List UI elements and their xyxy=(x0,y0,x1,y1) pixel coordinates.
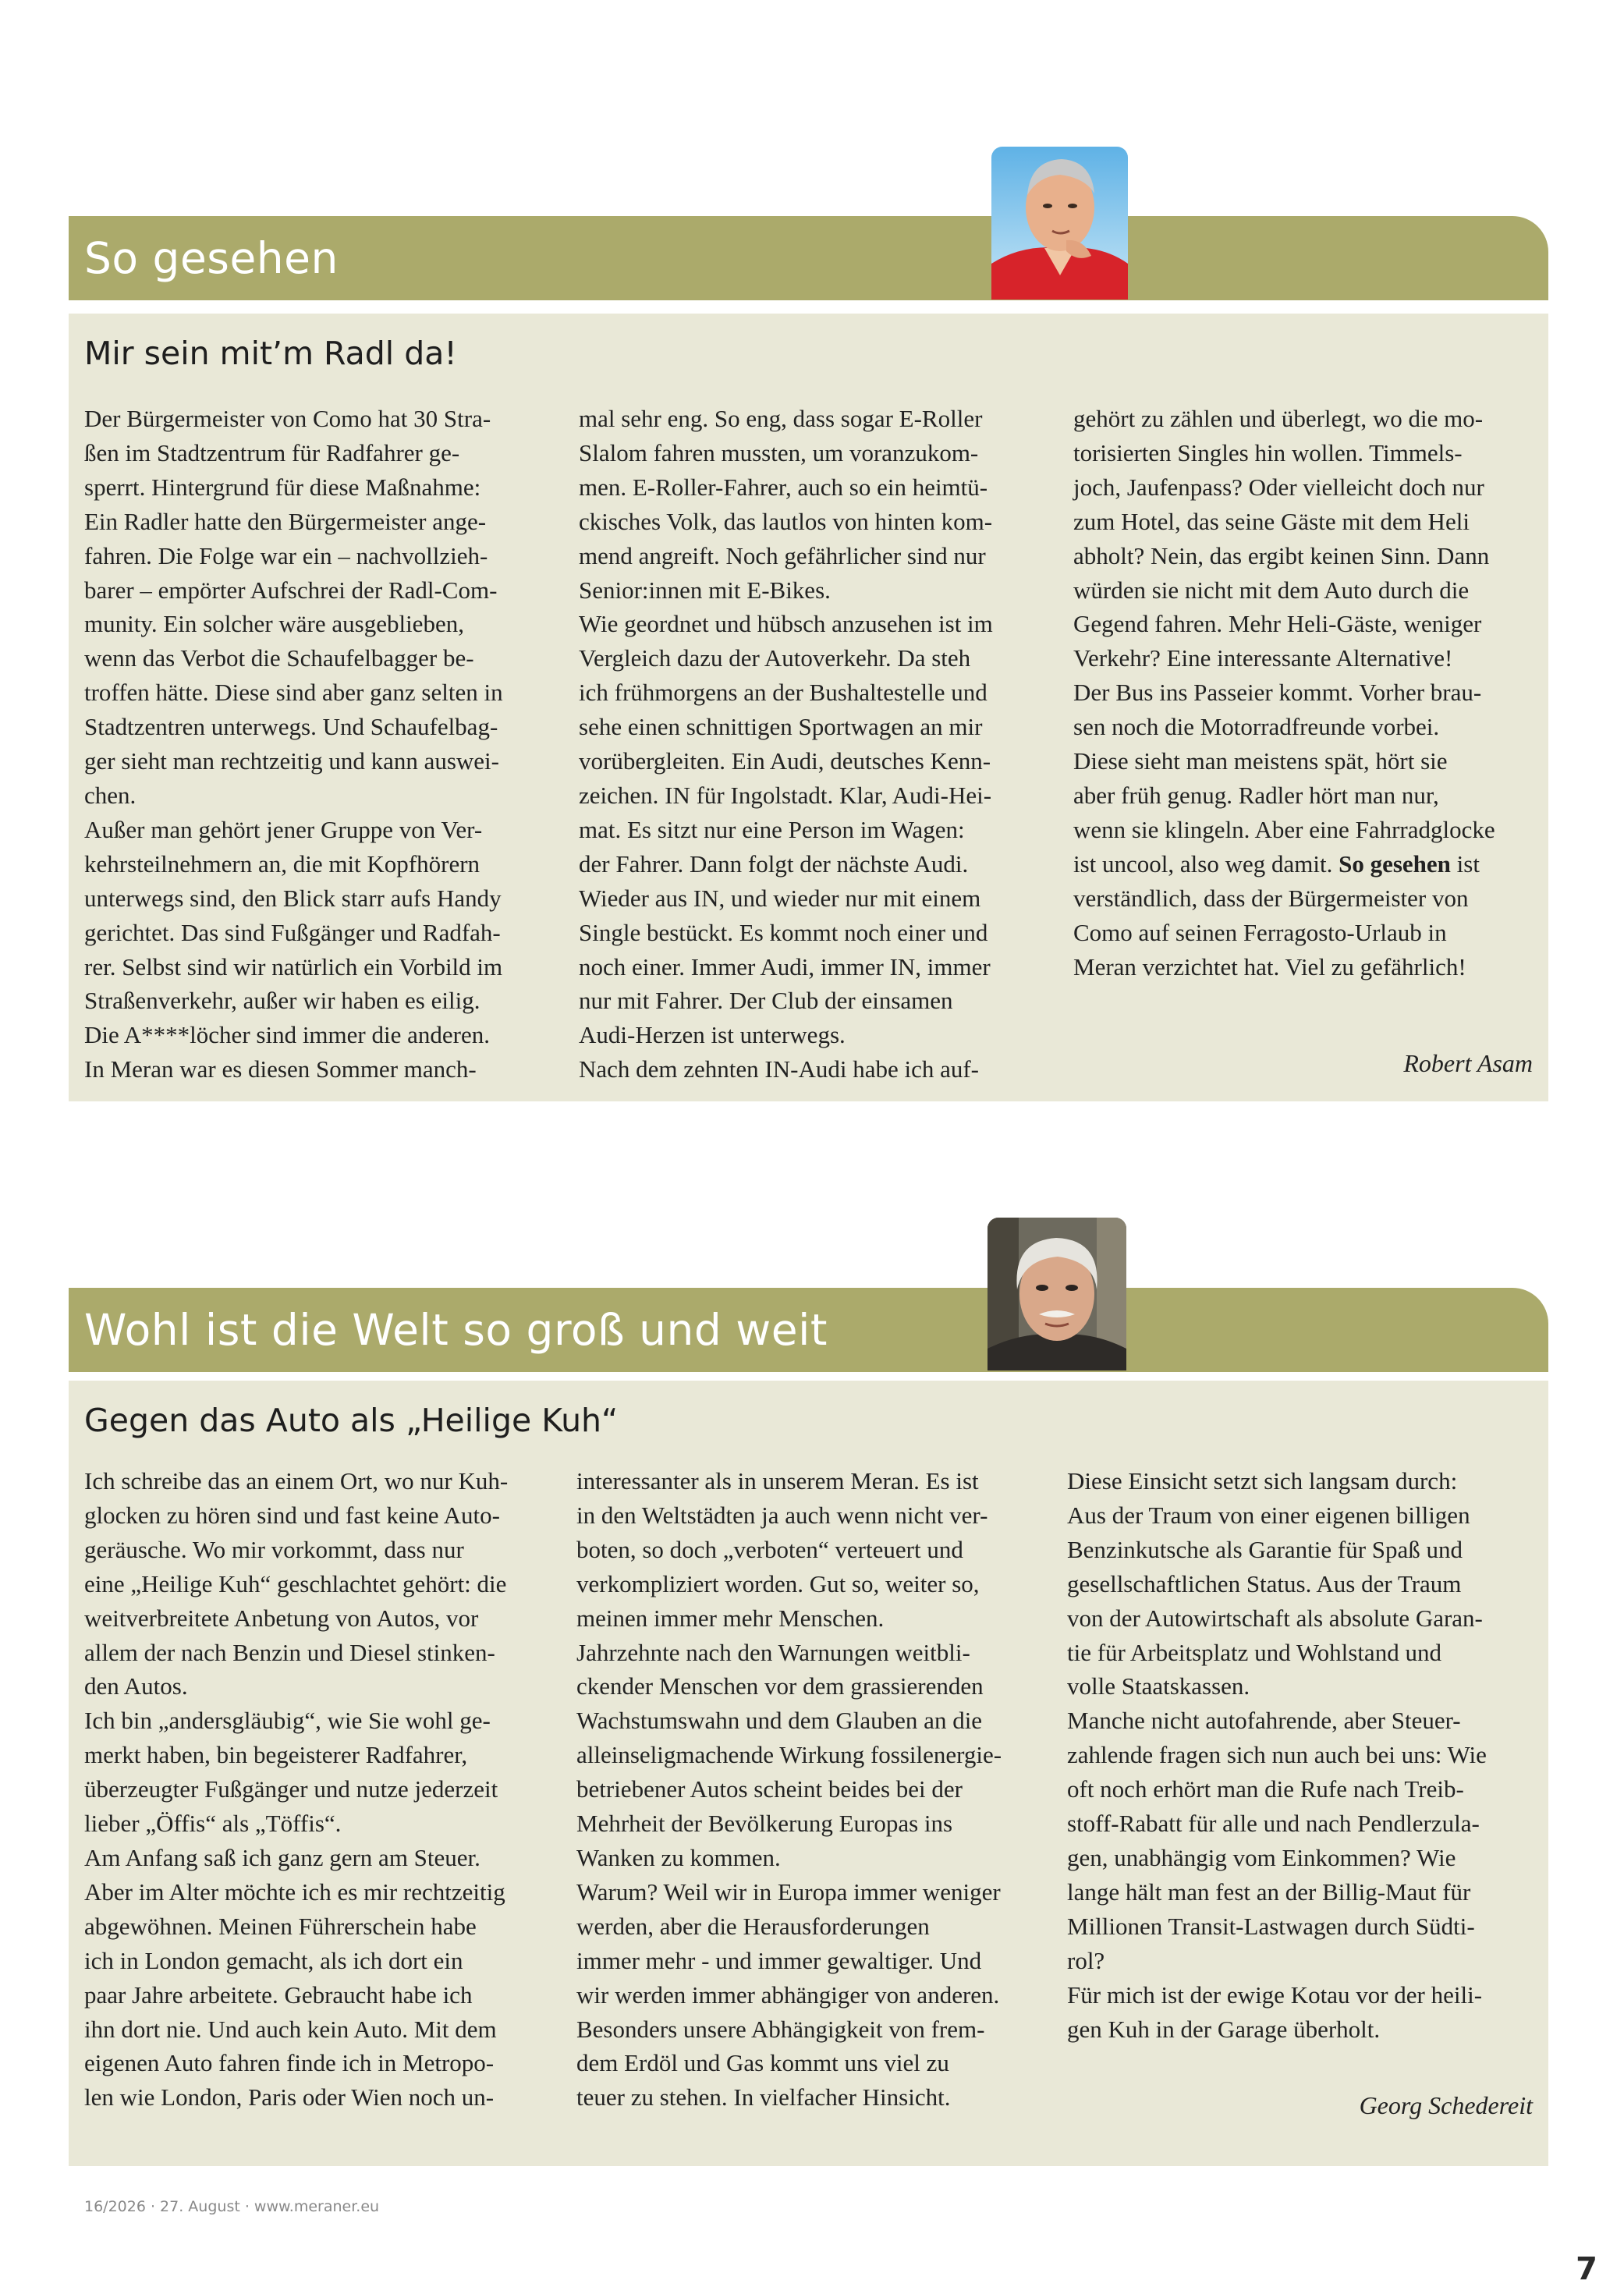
text-line: zeichen. IN für Ingolstadt. Klar, Audi-Hei- xyxy=(579,781,992,809)
text-line: gerichtet. Das sind Fußgänger und Radfah- xyxy=(84,918,501,946)
text-line: wir werden immer abhängiger von anderen. xyxy=(576,1980,1000,2009)
text-line-with-bold xyxy=(1073,847,1541,881)
text-line: wenn sie klingeln. Aber eine Fahrradglocke xyxy=(1073,815,1495,843)
portrait-image xyxy=(991,147,1128,300)
text-line: rer. Selbst sind wir natürlich ein Vorbild im xyxy=(84,952,503,980)
text-line: mal sehr eng. So eng, dass sogar E-Roller xyxy=(579,405,983,432)
text-line: würden sie nicht mit dem Auto durch die xyxy=(1073,576,1470,604)
text-line: stoff-Rabatt für alle und nach Pendlerzula- xyxy=(1067,1810,1480,1838)
text-line: verständlich, dass der Bürgermeister von xyxy=(1073,884,1469,912)
text-line: geräusche. Wo mir vorkommt, dass nur xyxy=(84,1535,464,1563)
article-subtitle: Gegen das Auto als „Heilige Kuh“ xyxy=(84,1402,619,1439)
text-line: von der Autowirtschaft als absolute Garan- xyxy=(1067,1604,1483,1632)
section-title: So gesehen xyxy=(84,233,339,283)
text-line: sehe einen schnittigen Sportwagen an mir xyxy=(579,713,983,741)
text-line: überzeugter Fußgänger und nutze jederzeit xyxy=(84,1775,498,1803)
text-line: Aus der Traum von einer eigenen billigen xyxy=(1067,1501,1470,1529)
text-line: paar Jahre arbeitete. Gebraucht habe ich xyxy=(84,1980,473,2009)
footer-issue-info: 16/2026 · 27. August · www.meraner.eu xyxy=(84,2198,380,2215)
text-line: der Fahrer. Dann folgt der nächste Audi. xyxy=(579,849,969,878)
text-line: glocken zu hören sind und fast keine Auto- xyxy=(84,1501,500,1529)
text-line: Die A****löcher sind immer die anderen. xyxy=(84,1021,490,1049)
text-line: aber früh genug. Radler hört man nur, xyxy=(1073,781,1439,809)
text-line: nur mit Fahrer. Der Club der einsamen xyxy=(579,987,953,1015)
text-line: torisierten Singles hin wollen. Timmels- xyxy=(1073,438,1463,466)
text-line: verkompliziert worden. Gut so, weiter so, xyxy=(576,1569,980,1597)
text-line: eine „Heilige Kuh“ geschlachtet gehört: die xyxy=(84,1569,507,1597)
text-line: teuer zu stehen. In vielfacher Hinsicht. xyxy=(576,2083,951,2111)
article-column-2 xyxy=(579,402,1047,1087)
text-line: interessanter als in unserem Meran. Es ist xyxy=(576,1467,979,1495)
text-line: zahlende fragen sich nun auch bei uns: Wie xyxy=(1067,1741,1487,1769)
text-line: Am Anfang saß ich ganz gern am Steuer. xyxy=(84,1843,480,1871)
text-line: Stadtzentren unterwegs. Und Schaufelbag- xyxy=(84,713,498,741)
portrait-image xyxy=(988,1218,1126,1370)
text-line: Besonders unsere Abhängigkeit von frem- xyxy=(576,2015,985,2043)
text-line: Wie geordnet und hübsch anzusehen ist im xyxy=(579,610,993,638)
text-line: Millionen Transit-Lastwagen durch Südti- xyxy=(1067,1912,1475,1940)
text-line: in den Weltstädten ja auch wenn nicht ver- xyxy=(576,1501,988,1529)
article-panel xyxy=(69,314,1548,1101)
text-line: Außer man gehört jener Gruppe von Ver- xyxy=(84,815,483,843)
text-line: men. E-Roller-Fahrer, auch so ein heimtü- xyxy=(579,473,988,501)
text-line: len wie London, Paris oder Wien noch un- xyxy=(84,2083,495,2111)
text-line: wenn das Verbot die Schaufelbagger be- xyxy=(84,644,474,672)
text-line: Ein Radler hatte den Bürgermeister ange- xyxy=(84,507,487,535)
text-line: ger sieht man rechtzeitig und kann auswei- xyxy=(84,747,499,775)
text-line: Wieder aus IN, und wieder nur mit einem xyxy=(579,884,981,912)
text-line: Diese Einsicht setzt sich langsam durch: xyxy=(1067,1467,1458,1495)
text-line: Gegend fahren. Mehr Heli-Gäste, weniger xyxy=(1073,610,1482,638)
text-line: Straßenverkehr, außer wir haben es eilig. xyxy=(84,987,480,1015)
text-span: ist xyxy=(1450,849,1480,878)
text-line: weitverbreitete Anbetung von Autos, vor xyxy=(84,1604,479,1632)
text-line: tie für Arbeitsplatz und Wohlstand und xyxy=(1067,1638,1441,1666)
text-line: Für mich ist der ewige Kotau vor der heili- xyxy=(1067,1980,1483,2009)
text-line: werden, aber die Herausforderungen xyxy=(576,1912,930,1940)
bold-phrase: So gesehen xyxy=(1339,849,1451,878)
text-line: abholt? Nein, das ergibt keinen Sinn. Dann xyxy=(1073,541,1490,569)
text-line: rol? xyxy=(1067,1946,1105,1974)
text-line: munity. Ein solcher wäre ausgeblieben, xyxy=(84,610,464,638)
author-photo-robert-asam xyxy=(991,147,1128,300)
text-line: Single bestückt. Es kommt noch einer und xyxy=(579,918,988,946)
text-line: ihn dort nie. Und auch kein Auto. Mit dem xyxy=(84,2015,497,2043)
text-line: alleinseligmachende Wirkung fossilenergie- xyxy=(576,1741,1002,1769)
text-line: oft noch erhört man die Rufe nach Treib- xyxy=(1067,1775,1464,1803)
text-line: Senior:innen mit E-Bikes. xyxy=(579,576,831,604)
text-line: Meran verzichtet hat. Viel zu gefährlich! xyxy=(1073,952,1466,980)
text-line: Ich schreibe das an einem Ort, wo nur Kuh- xyxy=(84,1467,509,1495)
text-line: sperrt. Hintergrund für diese Maßnahme: xyxy=(84,473,481,501)
text-line: Wanken zu kommen. xyxy=(576,1843,781,1871)
text-line: mat. Es sitzt nur eine Person im Wagen: xyxy=(579,815,965,843)
text-line: betriebener Autos scheint beides bei der xyxy=(576,1775,963,1803)
text-line: ßen im Stadtzentrum für Radfahrer ge- xyxy=(84,438,460,466)
text-line: kehrsteilnehmern an, die mit Kopfhörern xyxy=(84,849,480,878)
text-line: lieber „Öffis“ als „Töffis“. xyxy=(84,1810,342,1838)
text-line: abgewöhnen. Meinen Führerschein habe xyxy=(84,1912,477,1940)
section-title: Wohl ist die Welt so groß und weit xyxy=(84,1305,828,1355)
text-line: boten, so doch „verboten“ verteuert und xyxy=(576,1535,963,1563)
text-line: Slalom fahren mussten, um voranzukom- xyxy=(579,438,979,466)
text-line: allem der nach Benzin und Diesel stinken- xyxy=(84,1638,495,1666)
text-span: ist uncool, also weg damit. xyxy=(1073,849,1339,878)
text-line: Nach dem zehnten IN-Audi habe ich auf- xyxy=(579,1055,979,1083)
text-line: Como auf seinen Ferragosto-Urlaub in xyxy=(1073,918,1447,946)
text-line: ich in London gemacht, als ich dort ein xyxy=(84,1946,463,1974)
article-column-3 xyxy=(1073,402,1541,984)
article-column-3 xyxy=(1067,1464,1535,2046)
text-line: sen noch die Motorradfreunde vorbei. xyxy=(1073,713,1440,741)
text-line: Jahrzehnte nach den Warnungen weitbli- xyxy=(576,1638,970,1666)
text-line: barer – empörter Aufschrei der Radl-Com- xyxy=(84,576,498,604)
text-line: Mehrheit der Bevölkerung Europas ins xyxy=(576,1810,953,1838)
text-line: gesellschaftlichen Status. Aus der Traum xyxy=(1067,1569,1462,1597)
text-line: Manche nicht autofahrende, aber Steuer- xyxy=(1067,1707,1461,1735)
text-line: zum Hotel, das seine Gäste mit dem Heli xyxy=(1073,507,1470,535)
text-line: Benzinkutsche als Garantie für Spaß und xyxy=(1067,1535,1463,1563)
text-line: Der Bürgermeister von Como hat 30 Stra- xyxy=(84,405,491,432)
text-line: chen. xyxy=(84,781,137,809)
text-line: Audi-Herzen ist unterwegs. xyxy=(579,1021,846,1049)
article-column-1 xyxy=(84,1464,552,2115)
text-line: volle Staatskassen. xyxy=(1067,1672,1250,1700)
author-photo-georg-schedereit xyxy=(988,1218,1126,1370)
article-subtitle: Mir sein mit’m Radl da! xyxy=(84,335,457,372)
text-line: Der Bus ins Passeier kommt. Vorher brau- xyxy=(1073,679,1482,707)
text-line: Diese sieht man meistens spät, hört sie xyxy=(1073,747,1448,775)
text-line: vorübergleiten. Ein Audi, deutsches Kenn- xyxy=(579,747,991,775)
text-line: joch, Jaufenpass? Oder vielleicht doch nur xyxy=(1073,473,1484,501)
text-line: Aber im Alter möchte ich es mir rechtzeitig xyxy=(84,1877,505,1906)
section-header-bar xyxy=(69,1288,1548,1372)
text-line: gehört zu zählen und überlegt, wo die mo- xyxy=(1073,405,1484,432)
text-line: ckisches Volk, das lautlos von hinten kom- xyxy=(579,507,993,535)
text-line: ich frühmorgens an der Bushaltestelle und xyxy=(579,679,988,707)
article-column-1 xyxy=(84,402,552,1087)
text-line: meinen immer mehr Menschen. xyxy=(576,1604,885,1632)
text-line: Verkehr? Eine interessante Alternative! xyxy=(1073,644,1453,672)
text-line: fahren. Die Folge war ein – nachvollzieh- xyxy=(84,541,488,569)
article-panel xyxy=(69,1381,1548,2166)
text-line: immer mehr - und immer gewaltiger. Und xyxy=(576,1946,982,1974)
text-line: gen, unabhängig vom Einkommen? Wie xyxy=(1067,1843,1456,1871)
text-line: dem Erdöl und Gas kommt uns viel zu xyxy=(576,2049,949,2077)
page-number: 7 xyxy=(1576,2251,1597,2287)
text-line: den Autos. xyxy=(84,1672,188,1700)
text-line: Warum? Weil wir in Europa immer weniger xyxy=(576,1877,1001,1906)
text-line: Wachstumswahn und dem Glauben an die xyxy=(576,1707,983,1735)
text-line: eigenen Auto fahren finde ich in Metropo- xyxy=(84,2049,495,2077)
text-line: gen Kuh in der Garage überholt. xyxy=(1067,2015,1381,2043)
text-line: troffen hätte. Diese sind aber ganz selten in xyxy=(84,679,503,707)
text-line: ckender Menschen vor dem grassierenden xyxy=(576,1672,984,1700)
author-signature: Georg Schedereit xyxy=(1359,2091,1533,2119)
article-column-2 xyxy=(576,1464,1044,2115)
text-line: mend angreift. Noch gefährlicher sind nur xyxy=(579,541,986,569)
text-line: Vergleich dazu der Autoverkehr. Da steh xyxy=(579,644,971,672)
text-line: merkt haben, bin begeisterer Radfahrer, xyxy=(84,1741,468,1769)
text-line: lange hält man fest an der Billig-Maut für xyxy=(1067,1877,1471,1906)
text-line: unterwegs sind, den Blick starr aufs Handy xyxy=(84,884,502,912)
text-line: noch einer. Immer Audi, immer IN, immer xyxy=(579,952,991,980)
author-signature: Robert Asam xyxy=(1403,1049,1533,1077)
section-header-bar xyxy=(69,216,1548,300)
text-line: Ich bin „andersgläubig“, wie Sie wohl ge- xyxy=(84,1707,491,1735)
text-line: In Meran war es diesen Sommer manch- xyxy=(84,1055,477,1083)
